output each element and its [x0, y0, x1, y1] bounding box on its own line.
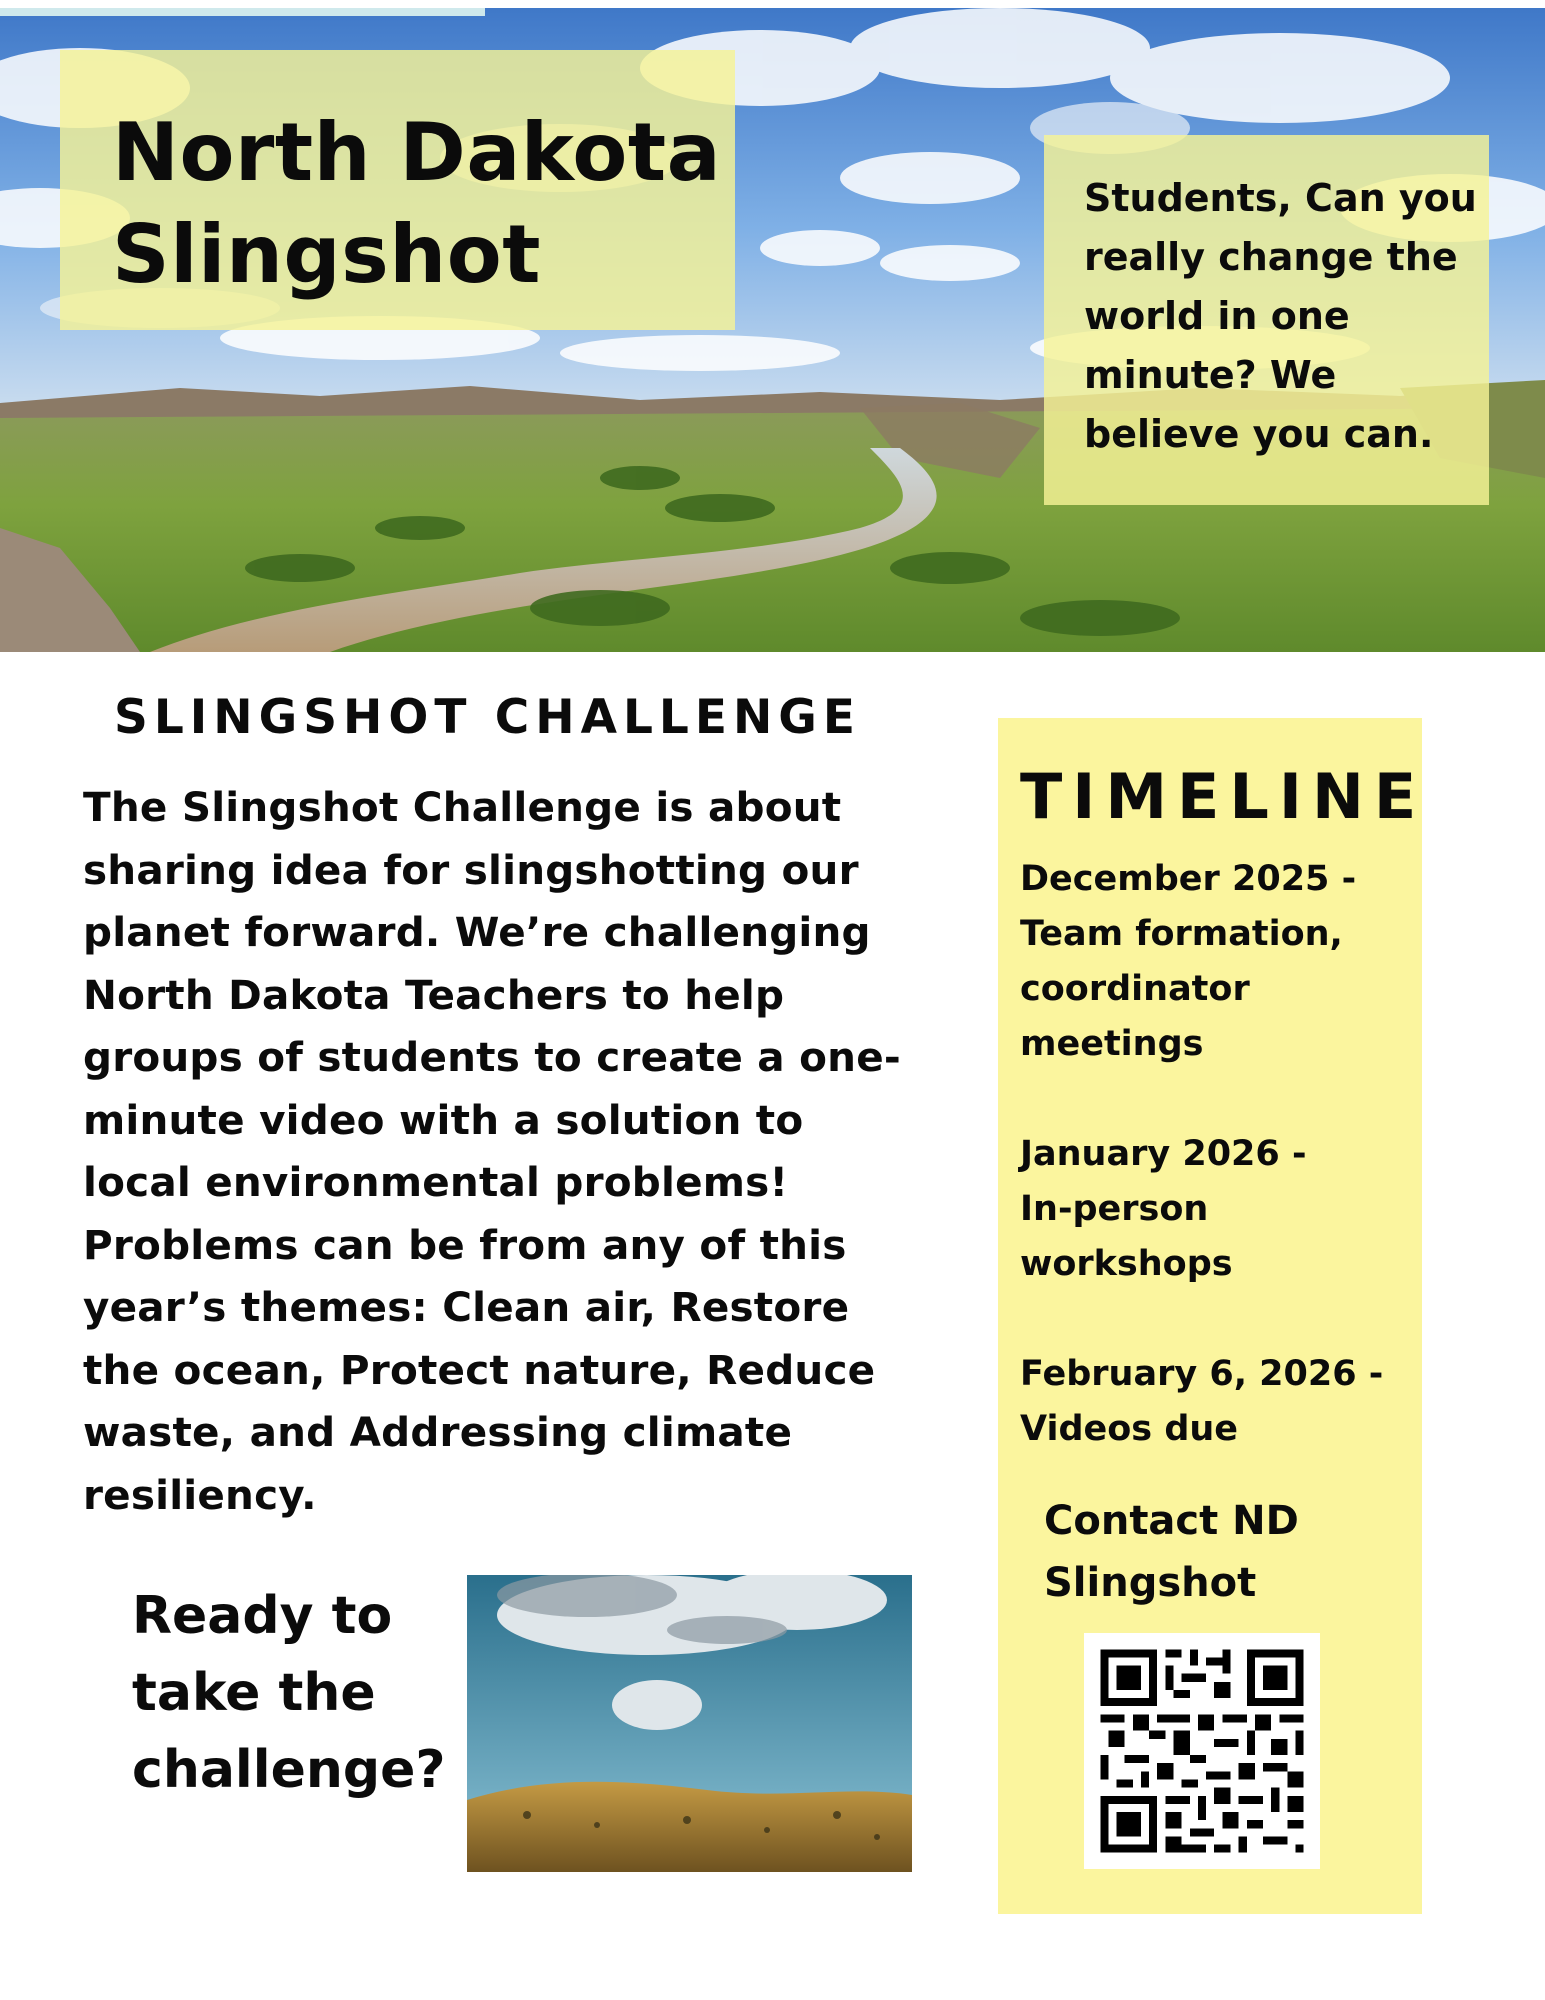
title-panel	[60, 50, 735, 330]
timeline-list	[1020, 852, 1420, 1512]
challenge-heading: SLINGSHOT CHALLENGE	[114, 690, 861, 745]
top-accent-strip	[0, 8, 485, 16]
challenge-body: The Slingshot Challenge is about sharing idea for slingshotting our planet forward. We’re challenging North Dakota Teachers to help groups of students to create a one-minute video with a solution to local environmental problems! Problems can be from any of this year’s themes: Clean air, Restore the ocean, Protect nature, Reduce waste, and Addressing climate resiliency.	[83, 783, 901, 1519]
timeline-date: February 6, 2026 -	[1020, 1354, 1384, 1394]
timeline-title: TIMELINE	[1020, 760, 1427, 833]
question-panel	[1044, 135, 1489, 505]
timeline-desc: coordinator	[1020, 969, 1250, 1009]
title-line-2: Slingshot	[112, 208, 541, 301]
qr-code-icon	[1084, 1633, 1320, 1869]
timeline-date: January 2026 -	[1020, 1134, 1307, 1174]
timeline-desc: In-person	[1020, 1189, 1209, 1229]
timeline-panel	[998, 718, 1427, 1914]
prairie-photo	[467, 1575, 912, 1872]
cta-line-1: Ready to	[132, 1586, 393, 1646]
timeline-desc: Videos due	[1020, 1409, 1239, 1449]
timeline-desc: Team formation,	[1020, 914, 1343, 954]
title-line-1: North Dakota	[112, 106, 722, 199]
page-title	[112, 102, 721, 306]
timeline-item	[1020, 1127, 1420, 1292]
timeline-date: December 2025 -	[1020, 859, 1357, 899]
contact-line-2: Slingshot	[1044, 1560, 1257, 1606]
timeline-desc: meetings	[1020, 1024, 1204, 1064]
contact-line-1: Contact ND	[1044, 1498, 1299, 1544]
contact-label	[1044, 1490, 1384, 1614]
qr-code[interactable]	[1084, 1633, 1320, 1869]
timeline-item	[1020, 852, 1420, 1072]
cta-line-3: challenge?	[132, 1740, 446, 1800]
timeline-desc: workshops	[1020, 1244, 1233, 1284]
prairie-hill-illustration	[467, 1575, 912, 1872]
call-to-action	[132, 1578, 462, 1809]
timeline-item	[1020, 1347, 1420, 1457]
question-text: Students, Can you really change the world in one minute? We believe you can.	[1084, 176, 1477, 456]
cta-line-2: take the	[132, 1663, 376, 1723]
